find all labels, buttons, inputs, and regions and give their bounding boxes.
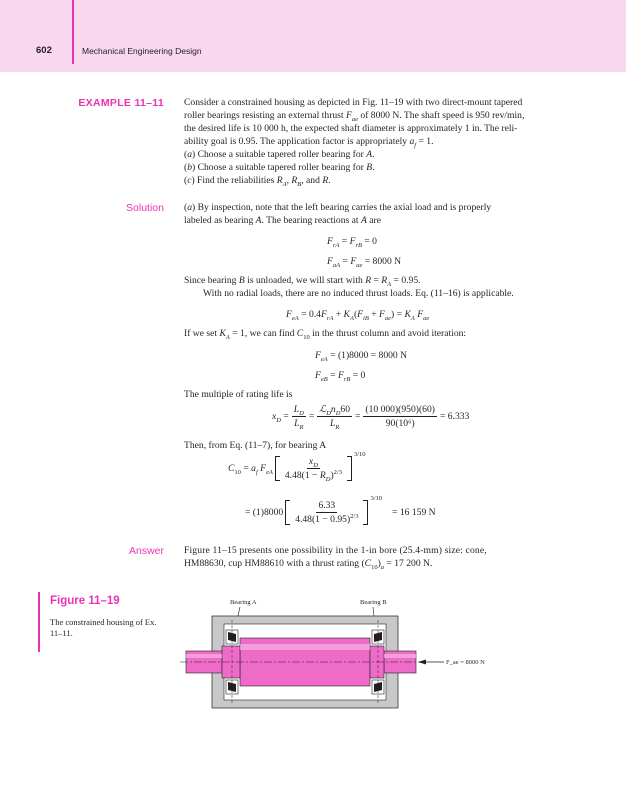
housing-figure <box>180 594 510 714</box>
eq-c10-bracket: $\frac{x_D}{4.48(1 - R_D)^{2/3}}$ <box>275 456 352 481</box>
figure-rule <box>38 592 40 652</box>
eq-c10-symbolic: $C_{10} = a_f$ $F_{eA}$ $\frac{x_D}{4.48(1 - R_D)^{2/3}}$ 3/10 <box>228 451 366 483</box>
eq-equivalent: $F_{eA} = 0.4F_{rA} + K_A(F_{iB} + F_{ae}) = K_A$ $F_{ae}$ <box>286 309 430 322</box>
eq-c10-numeric-exponent: 3/10 <box>370 495 383 502</box>
example-line-2: roller bearings resisting an external thrust $F_{ae}$ of 8000 N. The shaft speed is 950 rev/min, <box>184 110 525 123</box>
solution-line-1: (a) By inspection, note that the left bearing carries the axial load and is properly <box>184 202 492 213</box>
example-line-4: ability goal is 0.95. The application factor is appropriately $a_f = 1$. <box>184 136 434 149</box>
text-set-k: If we set $K_A = 1$, we can find $C_{10}$ in the thrust column and avoid iteration: <box>184 328 467 341</box>
example-label: EXAMPLE 11–11 <box>78 97 164 109</box>
eq-xd-frac-1: $\frac{L_D}{L_R}$ <box>293 404 304 431</box>
eq-fea: $F_{eA} = (1)8000 = 8000$ N <box>315 350 408 363</box>
solution-line-2: labeled as bearing A. The bearing reactions at A are <box>184 215 381 226</box>
answer-line-2: HM88630, cup HM88610 with a thrust rating $(C_{10})_a = 17$ 200 N. <box>184 558 433 571</box>
eq-c10-numeric: = (1)8000 $\frac{6.33}{4.48(1 - 0.95)^{2/3}}$ 3/10 = 16 159 N <box>245 495 436 525</box>
text-then: Then, from Eq. (11–7), for bearing A <box>184 440 327 451</box>
eq-feb: $F_{eB} = F_{rB} = 0$ <box>315 370 366 383</box>
answer-label: Answer <box>128 545 164 557</box>
text-no-radial: With no radial loads, there are no induced thrust loads. Eq. (11–16) is applicable. <box>203 288 514 299</box>
eq-xd-result: = 6.333 <box>439 411 470 422</box>
eq-c10-result: = 16 159 N <box>392 507 436 518</box>
figure-title: Figure 11–19 <box>50 595 120 607</box>
eq-xd: $x_D$ = $\frac{L_D}{L_R}$ = $\frac{ℒ_Dn_D60}{L_R}$ = $\frac{(10 000)(950)(60)}{\text{90(10⁶)}}$ = 6.333 <box>272 404 470 431</box>
eq-reactions-1: $F_{rA} = F_{rB} = 0$ <box>327 236 377 249</box>
header-band <box>0 0 626 72</box>
eq-xd-frac-3: $\frac{(10 000)(950)(60)}{\text{90(10⁶)}}$ <box>365 404 435 429</box>
text-multiple: The multiple of rating life is <box>184 389 293 400</box>
eq-xd-frac-2: $\frac{ℒ_Dn_D60}{L_R}$ <box>319 404 350 431</box>
label-bearing-a: Bearing A <box>230 599 257 606</box>
page-number: 602 <box>36 45 52 56</box>
figure-caption: The constrained housing of Ex. 11–11. <box>50 617 157 638</box>
eq-c10-numeric-bracket: $\frac{6.33}{4.48(1 - 0.95)^{2/3}}$ <box>285 500 368 525</box>
header-rule <box>72 0 74 64</box>
text-unloaded: Since bearing B is unloaded, we will start with $R = R_A = 0.95$. <box>184 275 421 288</box>
label-thrust: F_ae = 8000 N <box>446 659 485 666</box>
example-line-3: the desired life is 10 000 h, the expected shaft diameter is approximately 1 in. The reli- <box>184 123 518 134</box>
example-task-b: (b) Choose a suitable tapered roller bearing for B. <box>184 162 375 173</box>
label-bearing-b: Bearing B <box>360 599 387 606</box>
eq-reactions-2: $F_{aA} = F_{ae} = 8000$ N <box>327 256 402 269</box>
running-title: Mechanical Engineering Design <box>82 45 202 56</box>
example-line-1: Consider a constrained housing as depicted in Fig. 11–19 with two direct-mount tapered <box>184 97 523 108</box>
example-task-c: (c) Find the reliabilities $R_A$, $R_B$, and R. <box>184 175 331 188</box>
solution-label: Solution <box>126 202 164 214</box>
eq-c10-exponent: 3/10 <box>353 451 366 458</box>
answer-line-1: Figure 11–15 presents one possibility in the 1-in bore (25.4-mm) size: cone, <box>184 545 487 556</box>
thrust-arrow <box>418 660 444 665</box>
example-task-a: (a) Choose a suitable tapered roller bearing for A. <box>184 149 375 160</box>
